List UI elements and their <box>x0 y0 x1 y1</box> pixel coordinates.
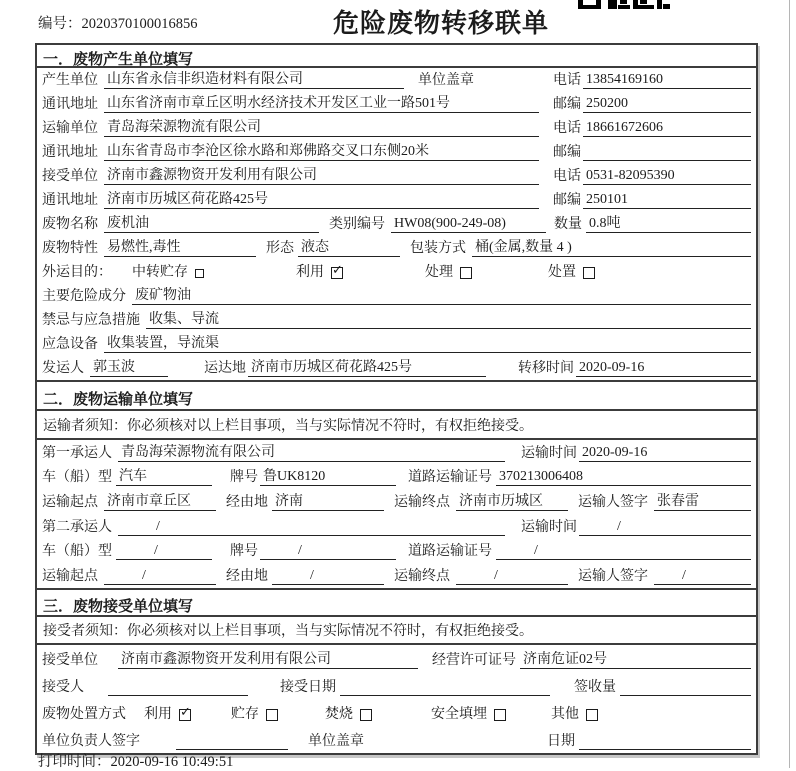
road-permit-label: 道路运输证号 <box>408 544 492 560</box>
physical-form-value: 液态 <box>298 239 400 257</box>
row-disposal-method <box>37 699 756 726</box>
road-permit-1-value: 370213006408 <box>496 468 751 486</box>
address-label: 通讯地址 <box>42 193 98 208</box>
manifest-form <box>35 43 758 755</box>
row-emergency-equipment <box>37 332 756 356</box>
destination-value: 济南市历城区荷花路425号 <box>248 359 486 377</box>
receiver-unit-label: 接受单位 <box>42 169 98 184</box>
option-landfill-label: 安全填埋 <box>431 707 487 723</box>
row-receiver-address <box>37 188 756 212</box>
waste-name-label: 废物名称 <box>42 217 98 232</box>
receiver-phone-value: 0531-82095390 <box>583 167 751 185</box>
print-time-label: 打印时间： <box>38 754 111 770</box>
consignor-label: 发运人 <box>42 361 84 376</box>
option-dispose-label: 处置 <box>548 265 576 280</box>
row-vehicle-1 <box>37 465 756 490</box>
endpoint-2-value: / <box>456 567 568 585</box>
road-permit-2-value: / <box>496 542 751 560</box>
destination-label: 运达地 <box>204 361 246 376</box>
via-2-value: / <box>272 567 384 585</box>
row-waste-name <box>37 212 756 236</box>
generator-phone-value: 13854169160 <box>583 71 751 89</box>
via-label: 经由地 <box>226 495 268 511</box>
row-accept-unit <box>37 645 756 672</box>
zip-label: 邮编 <box>553 145 581 160</box>
chief-signature-label: 单位负责人签字 <box>42 734 140 750</box>
accepter-label: 接受人 <box>42 680 84 696</box>
row-transporter-unit <box>37 116 756 140</box>
second-carrier-label: 第二承运人 <box>42 519 112 535</box>
section-receiver <box>37 588 756 753</box>
checkbox-transfer-storage <box>195 269 204 278</box>
checkmark: ✓ <box>180 705 191 721</box>
option-utilize-label: 利用 <box>144 707 172 723</box>
row-route-1 <box>37 489 756 514</box>
emergency-measures-value: 收集、导流 <box>146 311 751 329</box>
quantity-value: 0.8吨 <box>586 215 751 233</box>
endpoint-1-value: 济南市历城区 <box>456 493 568 511</box>
waste-name-value: 废机油 <box>104 215 319 233</box>
row-route-2 <box>37 563 756 588</box>
transfer-time-value: 2020-09-16 <box>576 359 751 377</box>
row-transport-purpose <box>37 260 756 284</box>
checkbox-disposal-other <box>586 709 598 721</box>
via-1-value: 济南 <box>272 493 384 511</box>
row-receiver-unit <box>37 164 756 188</box>
transfer-time-label: 转移时间 <box>518 361 574 376</box>
checkbox-treat <box>460 267 472 279</box>
checkbox-disposal-incinerate <box>360 709 372 721</box>
vehicle-type-2-value: / <box>116 542 212 560</box>
receiver-address-value: 济南市历城区荷花路425号 <box>104 191 539 209</box>
emergency-measures-label: 禁忌与应急措施 <box>42 313 140 328</box>
option-transfer-storage-label: 中转贮存 <box>132 265 188 280</box>
generator-unit-label: 产生单位 <box>42 73 98 88</box>
transporter-unit-value: 青岛海荣源物流有限公司 <box>104 119 539 137</box>
transporter-unit-label: 运输单位 <box>42 121 98 136</box>
carrier-signature-label: 运输人签字 <box>578 569 648 585</box>
section-1-title: 一．废物产生单位填写 <box>37 45 756 68</box>
checkmark: ✓ <box>332 263 343 278</box>
permit-number-label: 经营许可证号 <box>432 653 516 669</box>
accept-date-label: 接受日期 <box>280 680 336 696</box>
accept-unit-label: 接受单位 <box>42 653 98 669</box>
date-value <box>579 749 751 750</box>
waste-trait-label: 废物特性 <box>42 241 98 256</box>
origin-1-value: 济南市章丘区 <box>104 493 216 511</box>
unit-seal-label: 单位盖章 <box>308 734 364 750</box>
packing-label: 包装方式 <box>410 241 466 256</box>
category-code-value: HW08(900-249-08) <box>391 215 546 233</box>
section-generator <box>37 45 756 380</box>
transport-time-label: 运输时间 <box>521 519 577 535</box>
hazard-components-label: 主要危险成分 <box>42 289 126 304</box>
endpoint-label: 运输终点 <box>394 569 450 585</box>
vehicle-type-label: 车（船）型 <box>42 470 112 486</box>
receiver-zip-value: 250101 <box>583 191 751 209</box>
accept-date-value <box>340 695 550 696</box>
option-store-label: 贮存 <box>231 707 259 723</box>
generator-zip-value: 250200 <box>583 95 751 113</box>
origin-label: 运输起点 <box>42 495 98 511</box>
first-carrier-value: 青岛海荣源物流有限公司 <box>118 444 505 462</box>
quantity-label: 数量 <box>554 217 582 232</box>
disposal-method-label: 废物处置方式 <box>42 707 126 723</box>
checkbox-utilize <box>331 263 343 279</box>
document-number <box>38 12 198 33</box>
receiver-unit-value: 济南市鑫源物资开发利用有限公司 <box>104 167 539 185</box>
phone-label: 电话 <box>553 169 581 184</box>
transporter-zip-value <box>583 160 751 161</box>
page-edge-line <box>789 0 790 768</box>
via-label: 经由地 <box>226 569 268 585</box>
phone-label: 电话 <box>553 73 581 88</box>
row-hazard-components <box>37 284 756 308</box>
zip-label: 邮编 <box>553 97 581 112</box>
qr-code-icon <box>578 0 670 9</box>
row-generator-address <box>37 92 756 116</box>
print-time-value: 2020-09-16 10:49:51 <box>110 754 234 770</box>
carrier-signature-2-value: / <box>654 567 751 585</box>
option-incinerate-label: 焚烧 <box>325 707 353 723</box>
transporter-phone-value: 18661672606 <box>583 119 751 137</box>
checkbox-disposal-store <box>266 709 278 721</box>
unit-seal-label: 单位盖章 <box>418 73 474 88</box>
row-emergency-measures <box>37 308 756 332</box>
address-label: 通讯地址 <box>42 97 98 112</box>
accepter-value <box>108 695 248 696</box>
transport-time-2-value: / <box>579 518 751 536</box>
road-permit-label: 道路运输证号 <box>408 470 492 486</box>
packing-value: 桶(金属,数量 4 ) <box>472 239 751 257</box>
endpoint-label: 运输终点 <box>394 495 450 511</box>
zip-label: 邮编 <box>553 193 581 208</box>
consignor-value: 郭玉波 <box>90 359 168 377</box>
vehicle-type-label: 车（船）型 <box>42 544 112 560</box>
generator-unit-value: 山东省永信非织造材料有限公司 <box>104 71 404 89</box>
checkbox-disposal-utilize <box>179 705 191 721</box>
document-number-label: 编号： <box>38 16 82 32</box>
vehicle-type-1-value: 汽车 <box>116 468 212 486</box>
address-label: 通讯地址 <box>42 145 98 160</box>
carrier-signature-1-value: 张春雷 <box>654 493 751 511</box>
hazard-components-value: 废矿物油 <box>132 287 751 305</box>
emergency-equipment-value: 收集装置，导流渠 <box>104 335 751 353</box>
plate-number-label: 牌号 <box>230 544 258 560</box>
page-title: 危险废物转移联单 <box>333 9 550 38</box>
row-transporter-address <box>37 140 756 164</box>
waste-trait-value: 易燃性,毒性 <box>104 239 256 257</box>
row-consignor <box>37 356 756 380</box>
transport-time-1-value: 2020-09-16 <box>579 444 751 462</box>
signed-quantity-label: 签收量 <box>574 680 616 696</box>
receiver-notice: 接受者须知：你必须核对以上栏目事项，当与实际情况不符时，有权拒绝接受。 <box>37 617 756 645</box>
row-first-carrier <box>37 440 756 465</box>
plate-number-label: 牌号 <box>230 470 258 486</box>
carrier-signature-label: 运输人签字 <box>578 495 648 511</box>
plate-number-2-value: / <box>260 542 396 560</box>
origin-label: 运输起点 <box>42 569 98 585</box>
origin-2-value: / <box>104 567 216 585</box>
second-carrier-value: / <box>118 518 505 536</box>
first-carrier-label: 第一承运人 <box>42 445 112 461</box>
option-utilize-label: 利用 <box>296 265 324 280</box>
section-transporter <box>37 380 756 588</box>
accept-unit-value: 济南市鑫源物资开发利用有限公司 <box>118 651 418 669</box>
section-2-title: 二．废物运输单位填写 <box>37 382 756 411</box>
plate-number-1-value: 鲁UK8120 <box>260 468 396 486</box>
date-label: 日期 <box>547 734 575 750</box>
emergency-equipment-label: 应急设备 <box>42 337 98 352</box>
generator-address-value: 山东省济南市章丘区明水经济技术开发区工业一路501号 <box>104 95 539 113</box>
permit-number-value: 济南危证02号 <box>520 651 751 669</box>
signed-quantity-value <box>620 695 751 696</box>
option-other-label: 其他 <box>551 707 579 723</box>
transport-time-label: 运输时间 <box>521 445 577 461</box>
option-treat-label: 处理 <box>425 265 453 280</box>
row-second-carrier <box>37 514 756 539</box>
checkbox-disposal-landfill <box>494 709 506 721</box>
physical-form-label: 形态 <box>266 241 294 256</box>
document-number-value: 2020370100016856 <box>81 16 198 32</box>
row-accepter <box>37 672 756 699</box>
transporter-address-value: 山东省青岛市李沧区徐水路和郑佛路交叉口东侧20米 <box>104 143 539 161</box>
section-3-title: 三．废物接受单位填写 <box>37 590 756 617</box>
transporter-notice: 运输者须知：你必须核对以上栏目事项，当与实际情况不符时，有权拒绝接受。 <box>37 411 756 440</box>
row-vehicle-2 <box>37 539 756 564</box>
purpose-label: 外运目的： <box>42 265 112 280</box>
phone-label: 电话 <box>553 121 581 136</box>
row-generator-unit <box>37 68 756 92</box>
checkbox-dispose <box>583 267 595 279</box>
row-waste-traits <box>37 236 756 260</box>
category-code-label: 类别编号 <box>329 217 385 232</box>
